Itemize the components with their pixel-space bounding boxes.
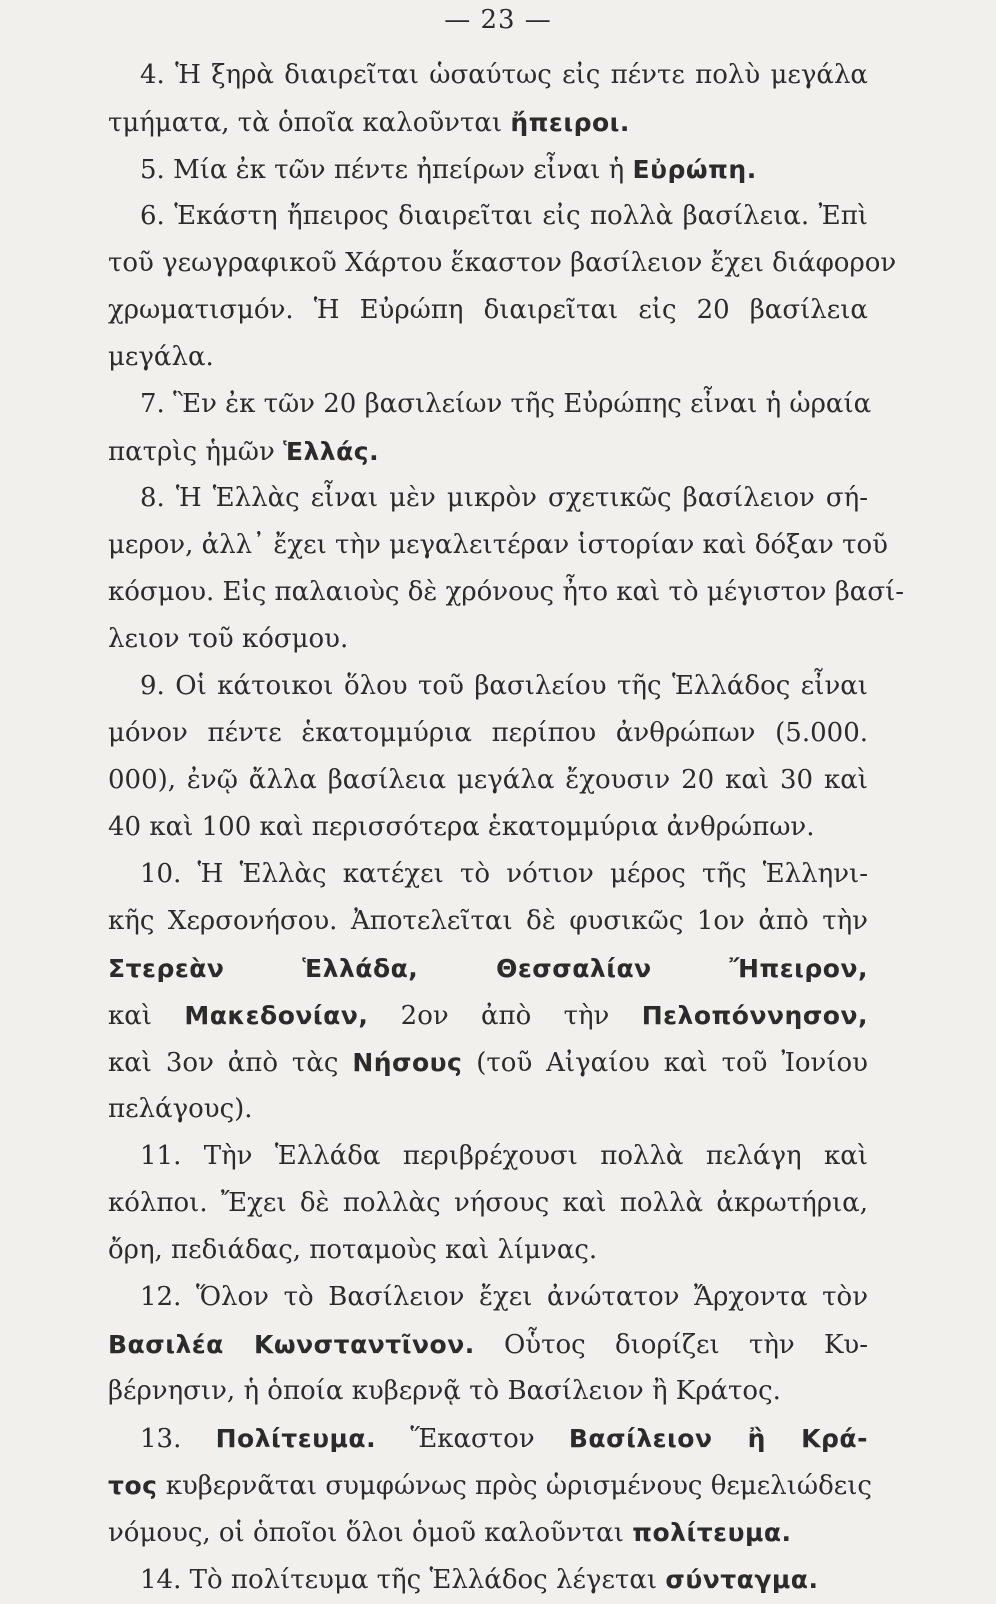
text-line: [108, 569, 905, 616]
text-line: [108, 428, 868, 475]
text-line: [108, 146, 868, 193]
text-run: 8. Ἡ Ἑλλὰς εἶναι μὲν μικρὸν σχετικῶς βασίλειον σή-: [140, 483, 868, 513]
text-line: [108, 334, 868, 381]
bold-term: Ἑλλάς.: [283, 437, 380, 466]
text-line: [108, 52, 868, 99]
text-run: 000), ἐνῷ ἄλλα βασίλεια μεγάλα ἔχουσιν 20 καὶ 30 καὶ: [108, 765, 868, 795]
text-run: μεγάλα.: [108, 342, 214, 372]
text-run: χρωματισμόν. Ἡ Εὐρώπη διαιρεῖται εἰς 20 βασίλεια: [108, 295, 868, 325]
text-line: [108, 1368, 868, 1415]
text-line: [108, 1227, 868, 1274]
bold-term: Πελοπόννησον,: [641, 1001, 868, 1030]
text-line: [108, 616, 868, 663]
text-run: 4. Ἡ ξηρὰ διαιρεῖται ὡσαύτως εἰς πέντε πολὺ μεγάλα: [140, 60, 868, 90]
text-run: τμήματα, τὰ ὁποῖα καλοῦνται: [108, 108, 511, 138]
text-line: [108, 1039, 868, 1086]
text-line: [108, 1133, 868, 1180]
bold-term: Βασίλειον ἢ Κρά-: [568, 1424, 868, 1453]
text-run: 14. Τὸ πολίτευμα τῆς Ἑλλάδος λέγεται: [140, 1565, 666, 1595]
text-run: καὶ: [108, 1001, 185, 1031]
text-line: [108, 804, 868, 851]
text-line: [108, 193, 868, 240]
text-line: [108, 663, 868, 710]
text-line: [108, 945, 868, 992]
text-line: [108, 287, 868, 334]
text-line: [108, 1086, 868, 1133]
text-line: [108, 710, 868, 757]
text-run: μόνον πέντε ἑκατομμύρια περίπου ἀνθρώπων (5.000.: [108, 718, 868, 748]
text-run: βέρνησιν, ἡ ὁποία κυβερνᾷ τὸ Βασίλειον ἢ Κράτος.: [108, 1376, 781, 1406]
text-line: [108, 1180, 868, 1227]
text-line: [108, 992, 868, 1039]
text-run: κόσμου. Εἰς παλαιοὺς δὲ χρόνους ἦτο καὶ τὸ μέγιστον βασί-: [108, 577, 905, 607]
text-line: [108, 1274, 868, 1321]
text-line: [108, 475, 868, 522]
body-text: [108, 52, 905, 1603]
bold-term: ἤπειροι.: [510, 108, 630, 137]
text-line: [108, 99, 868, 146]
text-run: ὄρη, πεδιάδας, ποταμοὺς καὶ λίμνας.: [108, 1235, 598, 1265]
text-run: 11. Τὴν Ἑλλάδα περιβρέχουσι πολλὰ πελάγη καὶ: [140, 1141, 868, 1171]
text-run: 40 καὶ 100 καὶ περισσότερα ἑκατομμύρια ἀνθρώπων.: [108, 812, 815, 842]
text-run: καὶ 3ον ἀπὸ τὰς: [108, 1048, 353, 1078]
text-run: 12. Ὅλον τὸ Βασίλειον ἔχει ἀνώτατον Ἄρχοντα τὸν: [140, 1282, 868, 1312]
text-run: Οὗτος διορίζει τὴν Κυ-: [474, 1330, 868, 1360]
bold-term: Πολίτευμα.: [215, 1424, 377, 1453]
bold-term: Μακεδονίαν,: [184, 1001, 369, 1030]
text-run: 2ον ἀπὸ τὴν: [368, 1001, 642, 1031]
text-run: κυβερνᾶται συμφώνως πρὸς ὡρισμένους θεμελιώδεις: [157, 1471, 872, 1501]
text-line: [108, 522, 888, 569]
text-run: (τοῦ Αἰγαίου καὶ τοῦ Ἰονίου: [462, 1048, 868, 1078]
text-line: [108, 757, 868, 804]
text-line: [108, 1415, 868, 1462]
text-run: 13.: [140, 1424, 216, 1454]
bold-term: Στερεὰν Ἑλλάδα, Θεσσαλίαν Ἤπειρον,: [108, 954, 868, 983]
text-line: [108, 240, 897, 287]
text-line: [108, 1462, 872, 1509]
text-run: πελάγους).: [108, 1094, 253, 1124]
text-line: [108, 1556, 868, 1603]
text-run: 6. Ἑκάστη ἤπειρος διαιρεῖται εἰς πολλὰ βασίλεια. Ἐπὶ: [140, 201, 868, 231]
text-run: 10. Ἡ Ἑλλὰς κατέχει τὸ νότιον μέρος τῆς Ἑλληνι-: [140, 859, 868, 889]
text-run: πατρὶς ἡμῶν: [108, 437, 284, 467]
text-run: τοῦ γεωγραφικοῦ Χάρτου ἕκαστον βασίλειον ἔχει διάφορον: [108, 248, 897, 278]
text-run: 9. Οἱ κάτοικοι ὅλου τοῦ βασιλείου τῆς Ἑλλάδος εἶναι: [140, 671, 868, 701]
text-line: [108, 851, 868, 898]
text-run: λειον τοῦ κόσμου.: [108, 624, 349, 654]
text-run: Ἕκαστον: [376, 1424, 569, 1454]
text-line: [108, 1321, 868, 1368]
text-run: κῆς Χερσονήσου. Ἀποτελεῖται δὲ φυσικῶς 1ον ἀπὸ τὴν: [108, 906, 868, 936]
bold-term: σύνταγμα.: [665, 1565, 819, 1594]
text-line: [108, 898, 868, 945]
text-run: κόλποι. Ἔχει δὲ πολλὰς νήσους καὶ πολλὰ ἀκρωτήρια,: [108, 1188, 868, 1218]
bold-term: πολίτευμα.: [632, 1518, 792, 1547]
text-line: [108, 381, 872, 428]
bold-term: τος: [108, 1471, 158, 1500]
bold-term: Εὐρώπη.: [632, 155, 757, 184]
bold-term: Βασιλέα Κωνσταντῖνον.: [108, 1330, 475, 1359]
text-run: μερον, ἀλλ᾽ ἔχει τὴν μεγαλειτέραν ἱστορίαν καὶ δόξαν τοῦ: [108, 530, 888, 560]
text-run: νόμους, οἱ ὁποῖοι ὅλοι ὁμοῦ καλοῦνται: [108, 1518, 633, 1548]
text-line: [108, 1509, 868, 1556]
page-number: — 23 —: [444, 5, 552, 35]
bold-term: Νήσους: [352, 1048, 463, 1077]
text-run: 7. Ἓν ἐκ τῶν 20 βασιλείων τῆς Εὐρώπης εἶναι ἡ ὡραία: [140, 389, 872, 419]
text-run: 5. Μία ἐκ τῶν πέντε ἠπείρων εἶναι ἡ: [140, 155, 633, 185]
